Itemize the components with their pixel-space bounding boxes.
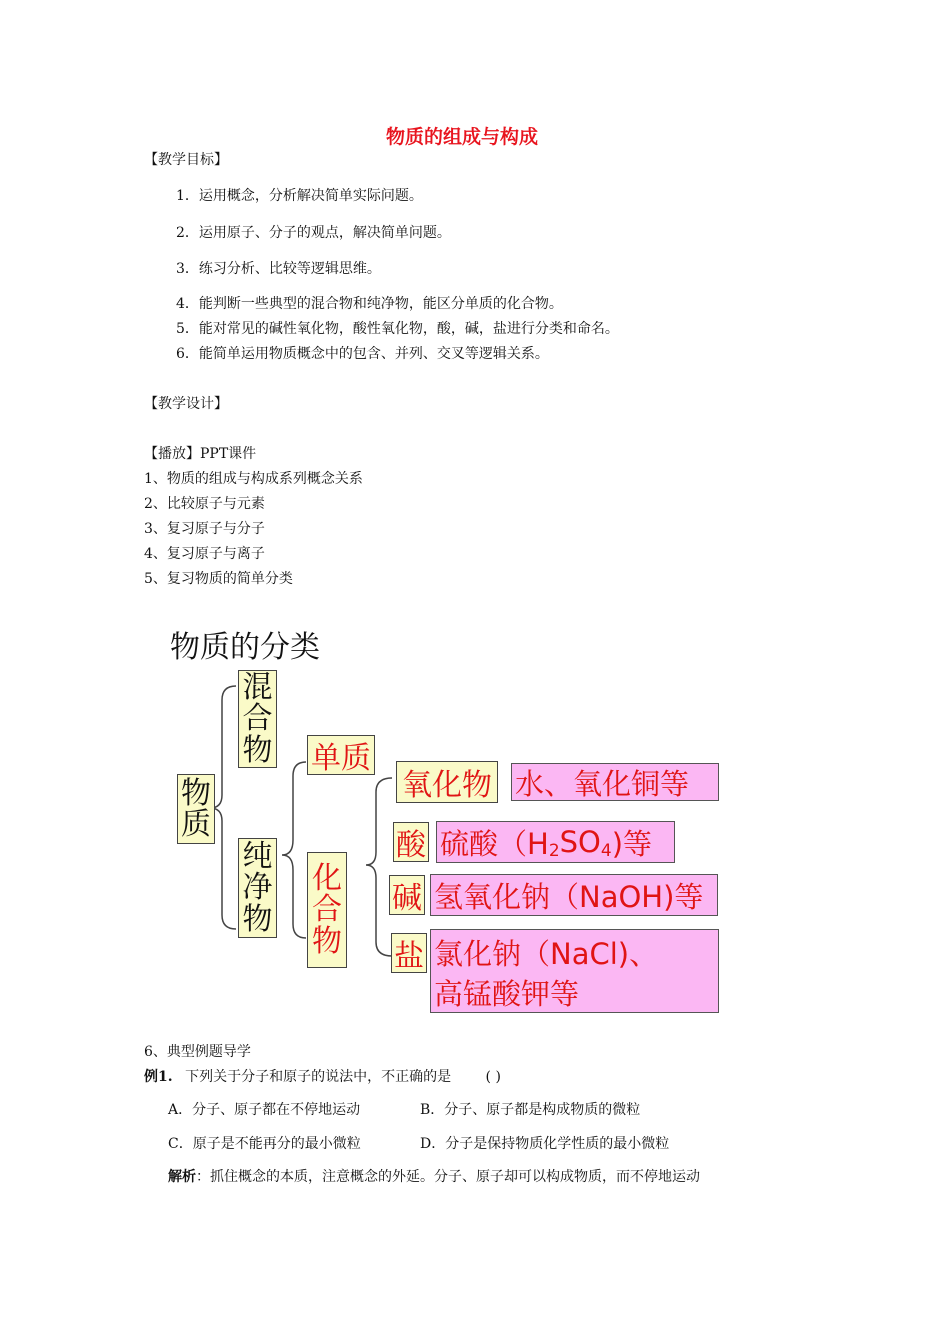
vertical-char: 物 [242,732,273,768]
example-question [144,1069,501,1086]
salt-example-line: 氯化钠（NaCl)、 [434,936,659,971]
section-heading: 6、典型例题导学 [144,1044,251,1060]
answer-paren: ( ) [485,1069,501,1085]
goal-item: 1．运用概念，分析解决简单实际问题。 [176,188,423,204]
option-a: A．分子、原子都在不停地运动 [168,1102,361,1118]
analysis-label: 解析 [168,1169,196,1185]
goal-item: 4．能判断一些典型的混合物和纯净物，能区分单质的化合物。 [176,296,563,312]
play-item: 5、复习物质的简单分类 [144,571,293,587]
node-mixture [238,670,277,768]
goals-heading: 【教学目标】 [144,152,228,168]
base-example: 氢氧化钠（NaOH)等 [430,874,718,916]
play-item: 2、比较原子与元素 [144,496,265,512]
goal-item: 3．练习分析、比较等逻辑思维。 [176,261,381,277]
vertical-char: 纯 [242,838,273,874]
play-item: 1、物质的组成与构成系列概念关系 [144,471,363,487]
node-element: 单质 [307,735,375,775]
example-label: 例1. [144,1069,173,1085]
play-item: 4、复习原子与离子 [144,546,265,562]
analysis [168,1169,700,1186]
vertical-char: 混 [242,669,273,705]
option-b: B．分子、原子都是构成物质的微粒 [420,1102,641,1118]
node-base: 碱 [389,875,425,915]
vertical-char: 化 [312,860,342,896]
oxide-example: 水、氧化铜等 [511,763,719,801]
play-item: 3、复习原子与分子 [144,521,265,537]
option-c: C．原子是不能再分的最小微粒 [168,1136,361,1152]
vertical-char: 合 [312,892,342,928]
vertical-char: 物 [242,901,273,937]
node-pure-substance [238,838,277,938]
option-d: D．分子是保持物质化学性质的最小微粒 [420,1136,670,1152]
vertical-char: 物 [181,775,211,811]
node-substance [177,774,215,844]
vertical-char: 物 [312,923,342,959]
node-oxide: 氧化物 [396,761,498,803]
vertical-char: 质 [181,807,211,842]
goal-item: 5．能对常见的碱性氧化物，酸性氧化物，酸，碱，盐进行分类和命名。 [176,321,619,337]
salt-example [430,929,719,1013]
bracket-compound [366,778,392,956]
node-compound [307,852,347,968]
diagram-heading: 物质的分类 [170,630,320,665]
vertical-char: 净 [242,870,273,906]
example-question-text: 下列关于分子和原子的说法中，不正确的是 [185,1069,452,1085]
acid-example: 硫酸（H 2 SO 4 )等 [436,821,675,863]
play-label: 【播放】PPT课件 [144,446,257,462]
design-heading: 【教学设计】 [144,396,228,412]
salt-example-line: 高锰酸钾等 [434,976,580,1011]
node-salt: 盐 [391,933,427,973]
bracket-pure [282,762,306,938]
node-acid: 酸 [393,822,429,862]
goal-item: 2．运用原子、分子的观点，解决简单问题。 [176,225,451,241]
vertical-char: 合 [242,701,273,737]
page-title: 物质的组成与构成 [386,126,539,148]
goal-item: 6．能简单运用物质概念中的包含、并列、交叉等逻辑关系。 [176,346,549,362]
analysis-text: ：抓住概念的本质，注意概念的外延。分子、原子却可以构成物质，而不停地运动 [196,1169,700,1185]
